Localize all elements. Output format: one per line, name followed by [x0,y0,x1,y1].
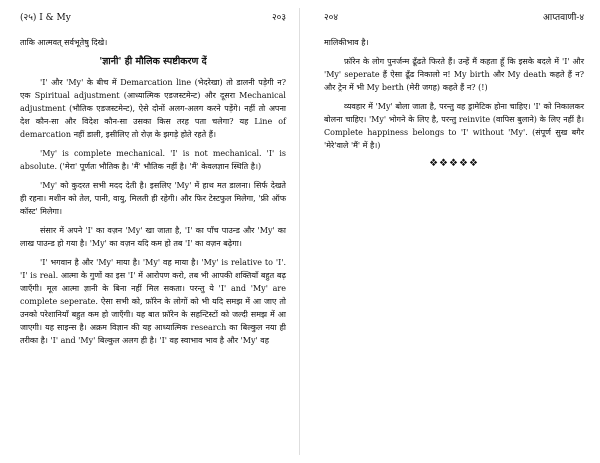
left-chapter-title: (२५) I & My [20,13,71,23]
left-page-number: २०३ [271,13,286,23]
right-page [300,0,600,463]
right-paragraph-2: व्यवहार में 'My' बोला जाता है, परन्तु वह ड्रामेटिक होना चाहिए। 'I' को निकालकर बोलना चाहिए। 'My' भोगने के लिए है, परन्तु reinvite (वापिस बुलाने) के लिए नहीं है। Complete happiness belongs to 'I' without 'My'. (संपूर्ण सुख बगैर 'मेरे'वाले 'मैं' में है।) [324,102,584,150]
ornament-divider: ❖❖❖❖❖ [429,158,479,169]
left-paragraph-1: 'I' और 'My' के बीच में Demarcation line (भेदरेखा) तो डालनी पड़ेगी न? एक Spiritual adjustment (आध्यात्मिक एडजस्टमेन्ट) और दूसरा Mechanical adjustment (भौतिक एडजस्टमेन्ट), ऐसे दोनों अलग-अलग करने पड़ेंगे। नहीं तो अपना देश कौन-सा और विदेश कौन-सा उसका किस तरह पता चलेगा? यह Line of demarcation नहीं डाली, इसीलिए तो रोज़ के झगड़े होते रहते हैं। [20,78,286,139]
left-paragraph-3: 'My' को कुदरत सभी मदद देती है। इसलिए 'My' में हाथ मत डालना। सिर्फ देखते ही रहना। मशीन को तेल, पानी, वायु, मिलती ही रहेगी। और फिर टेस्टफुल मिलेगा, 'फ्री ऑफ कॉस्ट' मिलेगा। [20,181,286,216]
right-page-header [324,12,584,24]
left-paragraph-2: 'My' is complete mechanical. 'I' is not mechanical. 'I' is absolute. ('मेरा' पूर्णतः भौतिक है। 'मैं' भौतिक नहीं है। 'मैं' केवलज्ञान स्थिति है।) [20,149,286,171]
left-paragraph-0: ताकि आत्मवत् सर्वभूतेषु दिखे। [20,38,108,47]
right-page-number: २०४ [324,13,339,23]
left-paragraph-5: 'I' भगवान है और 'My' माया है। 'My' वह माया है। 'My' is relative to 'I'. 'I' is real. आत्मा के गुणों का इस 'I' में आरोपण करो, तब भी आपकी शक्तियाँ बहुत बढ़ जाएँगी। मूल आत्मा ज्ञानी के बिना नहीं मिल सकता। परन्तु ये 'I' and 'My' are complete seperate. ऐसा सभी को, फ़ॉरेन के लोगों को भी यदि समझ में आ जाए तो उनको परेशानियाँ बहुत कम हो जाएँगी। यह बात फ़ॉरेन के सहन्टिस्टों को जल्दी समझ में आ जाएगी। यह साइन्स है। अक्रम विज्ञान की यह आध्यात्मिक research का बिल्कुल नया ही तरीका है। 'I' and 'My' बिल्कुल अलग ही है। 'I' वह स्वाभाव भाव है और 'My' वह [20,258,286,345]
left-page-header [20,12,286,24]
right-paragraph-1: फ़ॉरेन के लोग पुनर्जन्म ढूँढते फिरते हैं। उन्हें मैं कहता हूँ कि इसके बदले में 'I' और 'My' seperate हैं ऐसा ढूँढ निकालो न! My birth और My death कहते हैं न? और ट्रेन में भी My berth (मेरी जगह) कहते हैं न? (!) [324,57,584,92]
right-book-title: आप्तवाणी-४ [543,13,584,23]
section-heading: 'ज्ञानी' ही मौलिक स्पष्टीकरण दें [99,56,207,67]
left-paragraph-4: संसार में अपने 'I' का वज़न 'My' खा जाता है, 'I' का पाँच पाउन्ड और 'My' का लाख पाउन्ड हो गया है। 'My' का वज़न यदि कम हो तब 'I' का वज़न बढ़ेगा। [20,226,286,248]
right-paragraph-0: मालिकीभाव है। [324,38,369,47]
